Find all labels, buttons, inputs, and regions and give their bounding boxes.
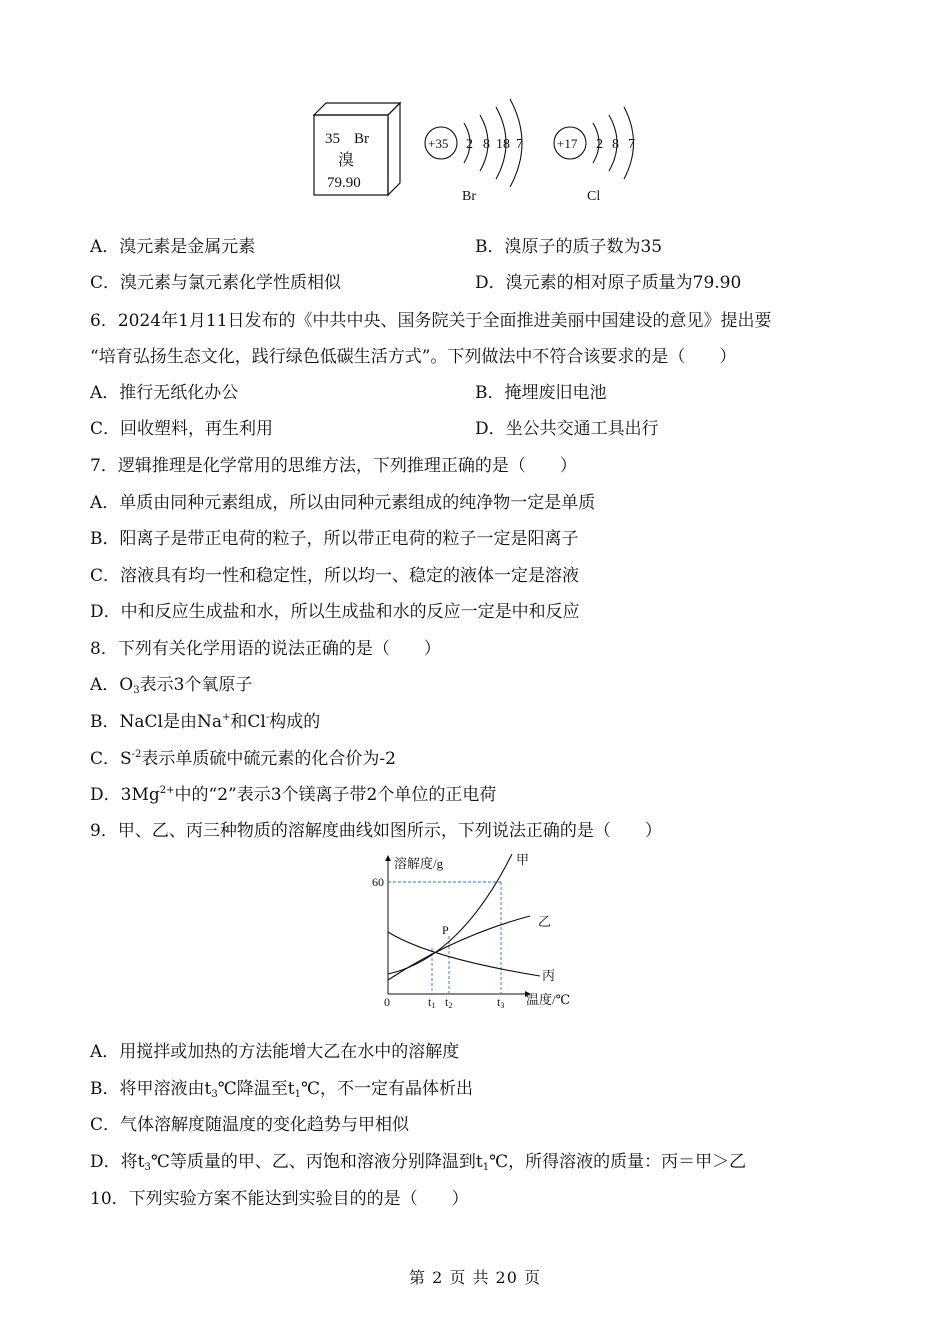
q6-option-d: D．坐公共交通工具出行 — [475, 419, 659, 439]
element-card — [314, 103, 400, 195]
q8-a-pre: A．O — [90, 675, 134, 695]
q5-option-a: A．溴元素是金属元素 — [90, 237, 256, 257]
q6-option-a: A．推行无纸化办公 — [90, 383, 239, 403]
q9-d-sub1: 3 — [144, 1162, 151, 1173]
chart-xlabel: 温度/℃ — [526, 992, 571, 1007]
page-footer: 第 2 页 共 20 页 — [409, 1268, 541, 1287]
y-tick-60: 60 — [372, 875, 384, 889]
q8-option-c — [90, 746, 396, 772]
br-shell-2: 8 — [483, 137, 490, 152]
q8-stem: 8．下列有关化学用语的说法正确的是（ ） — [90, 639, 441, 659]
q7-option-b: B．阳离子是带正电荷的粒子，所以带正电荷的粒子一定是阳离子 — [90, 529, 579, 549]
origin-label: 0 — [384, 995, 390, 1009]
q10-stem: 10．下列实验方案不能达到实验目的的是（ ） — [90, 1189, 469, 1209]
q9-d-post: ℃，所得溶液的质量：丙＝甲＞乙 — [489, 1152, 747, 1172]
series-label-bing: 丙 — [542, 968, 556, 983]
q5-option-b: B．溴原子的质子数为35 — [475, 237, 663, 257]
q8-a-sub: 3 — [133, 685, 140, 696]
q9-d-sub2: 1 — [482, 1162, 490, 1173]
q6-stem-line-2: “培育弘扬生态文化，践行绿色低碳生活方式”。下列做法中不符合该要求的是（ ） — [90, 347, 737, 367]
q5-figure — [300, 95, 660, 210]
card-name: 溴 — [338, 152, 355, 169]
q5-option-d: D．溴元素的相对原子质量为79.90 — [475, 273, 742, 293]
card-atomic-number: 35 — [325, 131, 340, 147]
q9-d-mid: ℃等质量的甲、乙、丙饱和溶液分别降温到t — [150, 1152, 483, 1172]
q7-stem: 7．逻辑推理是化学常用的思维方法，下列推理正确的是（ ） — [90, 456, 577, 476]
q9-b-sub2: 1 — [294, 1089, 301, 1100]
q6-options-row-2 — [90, 416, 659, 442]
q6-options-row-1 — [90, 380, 607, 406]
q7-option-d: D．中和反应生成盐和水，所以生成盐和水的反应一定是中和反应 — [90, 602, 580, 622]
q7-option-a: A．单质由同种元素组成，所以由同种元素组成的纯净物一定是单质 — [90, 493, 596, 513]
cl-shell-3: 7 — [628, 137, 635, 152]
br-shell-1: 2 — [466, 137, 473, 152]
br-nucleus: +35 — [428, 136, 449, 151]
q5-options-row-1 — [90, 234, 663, 260]
q9-b-sub1: 3 — [211, 1089, 218, 1100]
card-symbol: Br — [354, 131, 369, 147]
q9-option-a: A．用搅拌或加热的方法能增大乙在水中的溶解度 — [90, 1042, 460, 1062]
x-mark-t3: t3 — [497, 995, 505, 1010]
q8-b-sup1: + — [221, 712, 231, 723]
cl-shell-1: 2 — [596, 137, 603, 152]
cl-nucleus: +17 — [557, 136, 578, 151]
br-shell-3: 18 — [496, 137, 510, 152]
br-shell-4: 7 — [516, 137, 523, 152]
q5-option-c: C．溴元素与氯元素化学性质相似 — [90, 273, 342, 293]
q9-d-pre: D．将t — [90, 1152, 145, 1172]
x-mark-t2: t2 — [445, 995, 453, 1010]
q8-d-post: 中的“2”表示3个镁离子带2个单位的正电荷 — [174, 785, 497, 805]
q8-option-b — [90, 709, 320, 735]
q8-c-pre: C．S — [90, 749, 132, 769]
point-p: P — [442, 923, 449, 937]
q6-option-b: B．掩埋废旧电池 — [475, 383, 607, 403]
q5-options-row-2 — [90, 270, 742, 296]
q9-option-c: C．气体溶解度随温度的变化趋势与甲相似 — [90, 1115, 410, 1135]
cl-shell-2: 8 — [612, 137, 619, 152]
curve-jia — [388, 854, 512, 974]
q8-b-pre: B．NaCl是由Na — [90, 712, 222, 732]
q7-option-c: C．溶液具有均一性和稳定性，所以均一、稳定的液体一定是溶液 — [90, 566, 580, 586]
cl-label: Cl — [587, 189, 601, 204]
br-atom-diagram — [425, 99, 523, 204]
q6-stem-line-1: 6．2024年1月11日发布的《中共中央、国务院关于全面推进美丽中国建设的意见》提出要 — [90, 311, 772, 331]
q8-b-sup2: - — [265, 712, 270, 723]
q9-b-post: ℃，不一定有晶体析出 — [300, 1079, 473, 1099]
q9-stem: 9．甲、乙、丙三种物质的溶解度曲线如图所示，下列说法正确的是（ ） — [90, 821, 662, 841]
q8-option-a — [90, 672, 252, 698]
series-label-yi: 乙 — [538, 914, 552, 929]
q9-option-d — [90, 1149, 746, 1175]
series-label-jia: 甲 — [516, 852, 530, 867]
chart-ylabel: 溶解度/g — [394, 856, 444, 871]
q9-option-b — [90, 1076, 473, 1102]
card-atomic-mass: 79.90 — [327, 175, 361, 191]
br-label: Br — [462, 189, 476, 204]
q8-a-post: 表示3个氧原子 — [139, 675, 253, 695]
q8-d-sup: 2+ — [159, 785, 175, 796]
q9-b-pre: B．将甲溶液由t — [90, 1079, 212, 1099]
q9-b-mid: ℃降温至t — [217, 1079, 295, 1099]
q8-b-post: 构成的 — [269, 712, 321, 732]
q6-option-c: C．回收塑料，再生利用 — [90, 419, 274, 439]
q8-c-sup: -2 — [131, 749, 142, 760]
q8-option-d — [90, 782, 496, 808]
q8-b-mid: 和Cl — [230, 712, 266, 732]
x-mark-t1: t1 — [428, 995, 436, 1010]
q8-d-pre: D．3Mg — [90, 785, 160, 805]
solubility-chart — [360, 848, 590, 1018]
cl-atom-diagram — [554, 107, 635, 204]
q8-c-post: 表示单质硫中硫元素的化合价为-2 — [141, 749, 396, 769]
